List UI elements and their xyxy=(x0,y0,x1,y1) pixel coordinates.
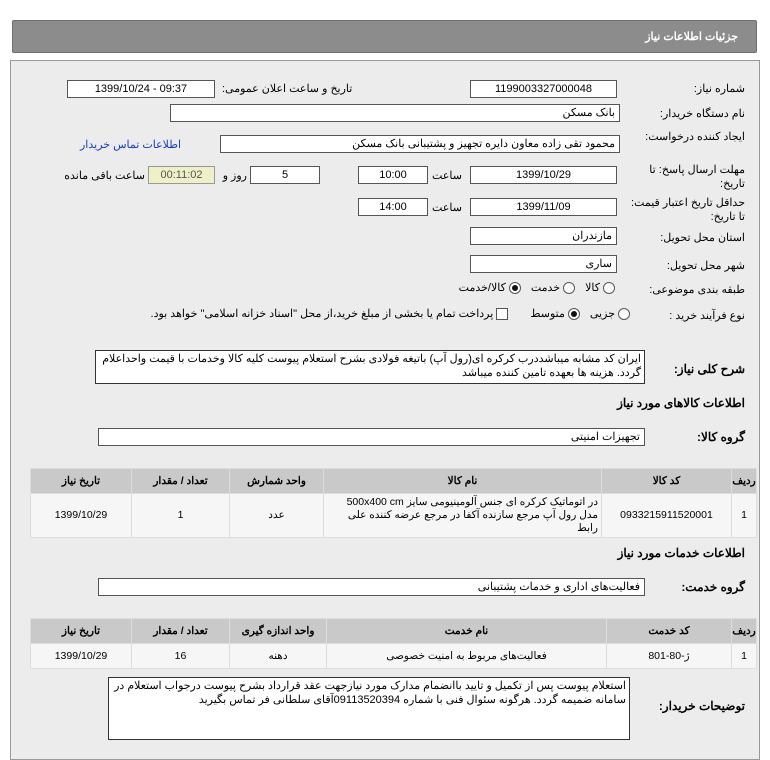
table-row[interactable] xyxy=(31,644,757,669)
process-option-minor[interactable]: جزیی xyxy=(590,307,630,320)
radio-selected-icon[interactable] xyxy=(509,282,521,294)
col-header: تاریخ نیاز xyxy=(31,469,132,494)
service-date: 1399/10/29 xyxy=(31,644,132,669)
radio-icon[interactable] xyxy=(563,282,575,294)
col-header: ردیف xyxy=(732,619,757,644)
deadline-date-field: 1399/10/29 xyxy=(470,166,617,184)
table-row[interactable] xyxy=(31,494,757,538)
service-code: ژ-80-801 xyxy=(607,644,732,669)
services-group-label: گروه خدمت: xyxy=(681,580,745,594)
announce-field: 1399/10/24 - 09:37 xyxy=(67,80,215,98)
goods-group-field: تجهیزات امنیتی xyxy=(98,428,645,446)
process-radio-group xyxy=(141,307,630,320)
table-header-row xyxy=(31,469,757,494)
goods-group-label: گروه کالا: xyxy=(697,430,745,444)
service-unit: دهنه xyxy=(230,644,327,669)
radio-selected-icon[interactable] xyxy=(568,308,580,320)
validity-label: حداقل تاریخ اعتبار قیمت: تا تاریخ: xyxy=(631,197,745,223)
remaining-label: ساعت باقی مانده xyxy=(64,170,145,182)
col-header: نام خدمت xyxy=(327,619,607,644)
deadline-time-label: ساعت xyxy=(432,170,462,182)
col-header: تعداد / مقدار xyxy=(132,619,230,644)
goods-unit: عدد xyxy=(230,494,324,538)
col-header: واحد شمارش xyxy=(230,469,324,494)
process-label: نوع فرآیند خرید : xyxy=(669,310,745,322)
days-field: 5 xyxy=(250,166,320,184)
category-option-both[interactable]: کالا/خدمت xyxy=(459,281,521,294)
category-label: طبقه بندی موضوعی: xyxy=(649,284,745,296)
process-option-medium[interactable]: متوسط xyxy=(530,307,580,320)
buyer-contact-link[interactable]: اطلاعات تماس خریدار xyxy=(80,139,182,151)
remaining-time-field: 00:11:02 xyxy=(148,166,215,184)
col-header: واحد اندازه گیری xyxy=(230,619,327,644)
need-number-field: 1199003327000048 xyxy=(470,80,617,98)
creator-field: محمود تقی زاده معاون دایره تجهیز و پشتیبانی بانک مسکن xyxy=(220,135,620,153)
validity-date-field: 1399/11/09 xyxy=(470,198,617,216)
col-header: نام کالا xyxy=(324,469,602,494)
category-option-service[interactable]: خدمت xyxy=(531,281,575,294)
description-label: شرح کلی نیاز: xyxy=(673,362,745,376)
col-header: کد کالا xyxy=(602,469,732,494)
goods-section-title: اطلاعات کالاهای مورد نیاز xyxy=(617,396,745,410)
validity-time-label: ساعت xyxy=(432,202,462,214)
category-radio-group xyxy=(449,281,615,294)
description-text: ایران کد مشابه میباشددرب کرکره ای(رول آپ) باتیغه فولادی بشرح استعلام پیوست کلیه کالا وخدمات با قیمت واحداعلام گردد. هزینه ها بعهده تامین کننده میباشد xyxy=(95,350,645,384)
services-group-field: فعالیت‌های اداری و خدمات پشتیبانی xyxy=(98,578,645,596)
buyer-notes-text: استعلام پیوست پس از تکمیل و تایید باانضمام مدارک مورد نیازجهت عقد قرارداد بشرح پیوست درجواب استعلام در سامانه ضمیمه گردد. هرگونه سئوال فنی با شماره 09113520394آقای سلطانی فر تماس بگیرید xyxy=(108,677,630,740)
goods-date: 1399/10/29 xyxy=(31,494,132,538)
checkbox-icon[interactable] xyxy=(496,308,508,320)
days-label: روز و xyxy=(222,170,247,182)
table-header-row xyxy=(31,619,757,644)
treasury-payment-checkbox[interactable]: پرداخت تمام یا بخشی از مبلغ خرید،از محل "اسناد خزانه اسلامی" خواهد بود. xyxy=(151,307,509,320)
creator-label: ایجاد کننده درخواست: xyxy=(645,131,745,143)
deadline-label: مهلت ارسال پاسخ: تا تاریخ: xyxy=(649,164,745,190)
col-header: ردیف xyxy=(732,469,757,494)
goods-table xyxy=(30,468,757,538)
service-name: فعالیت‌های مربوط به امنیت خصوصی xyxy=(327,644,607,669)
buyer-org-label: نام دستگاه خریدار: xyxy=(659,108,745,120)
col-header: کد خدمت xyxy=(607,619,732,644)
goods-qty: 1 xyxy=(132,494,230,538)
deadline-time-field: 10:00 xyxy=(358,166,428,184)
services-table xyxy=(30,618,757,669)
city-label: شهر محل تحویل: xyxy=(666,260,745,272)
col-header: تعداد / مقدار xyxy=(132,469,230,494)
radio-icon[interactable] xyxy=(618,308,630,320)
page-header xyxy=(12,20,757,53)
province-field: مازندران xyxy=(470,227,617,245)
row-index: 1 xyxy=(732,644,757,669)
province-label: استان محل تحویل: xyxy=(660,232,745,244)
buyer-notes-label: توضیحات خریدار: xyxy=(658,699,745,713)
goods-code: 0933215911520001 xyxy=(602,494,732,538)
announce-label: تاریخ و ساعت اعلان عمومی: xyxy=(222,83,353,95)
category-option-goods[interactable]: کالا xyxy=(585,281,615,294)
goods-name: در اتوماتیک کرکره ای جنس آلومینیومی سایز 500x400 cm مدل رول آپ مرجع سازنده آکفا در مرجع عرضه کننده علی رابط xyxy=(324,494,602,538)
city-field: ساری xyxy=(470,255,617,273)
col-header: تاریخ نیاز xyxy=(31,619,132,644)
buyer-org-field: بانک مسکن xyxy=(170,104,620,122)
page-title: جزئیات اطلاعات نیاز xyxy=(645,31,738,43)
row-index: 1 xyxy=(732,494,757,538)
radio-icon[interactable] xyxy=(603,282,615,294)
need-number-label: شماره نیاز: xyxy=(693,83,745,95)
service-qty: 16 xyxy=(132,644,230,669)
services-section-title: اطلاعات خدمات مورد نیاز xyxy=(617,546,745,560)
validity-time-field: 14:00 xyxy=(358,198,428,216)
